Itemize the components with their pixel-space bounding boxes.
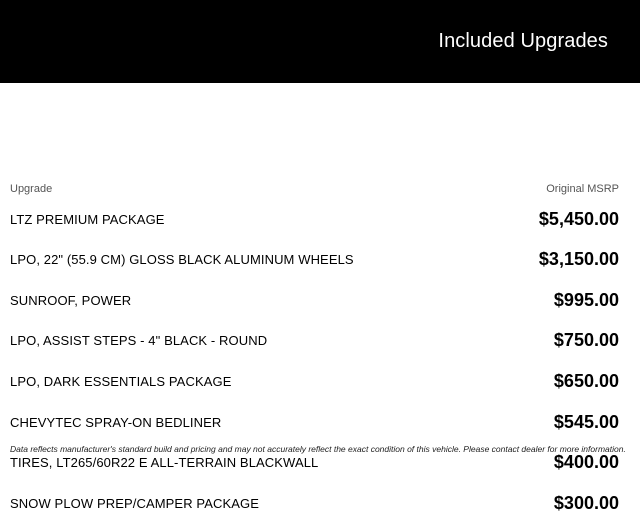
upgrade-name: CHEVYTEC SPRAY-ON BEDLINER <box>10 414 222 430</box>
table-row <box>10 285 619 315</box>
upgrade-price: $3,150.00 <box>538 248 619 269</box>
upgrade-price: $400.00 <box>553 451 619 472</box>
upgrade-price: $995.00 <box>553 289 619 310</box>
table-header <box>10 183 619 195</box>
table-row <box>10 244 619 274</box>
table-row <box>10 204 619 234</box>
upgrade-name: SUNROOF, POWER <box>10 292 132 308</box>
upgrade-price: $300.00 <box>553 492 619 513</box>
table-row <box>10 407 619 437</box>
table-row <box>10 366 619 396</box>
header-banner <box>0 0 640 83</box>
upgrade-price: $650.00 <box>553 370 619 391</box>
upgrade-name: LPO, 22" (55.9 CM) GLOSS BLACK ALUMINUM WHEELS <box>10 251 354 267</box>
disclaimer-text: Data reflects manufacturer's standard build and pricing and may not accurately reflect the exact condition of this vehicle. Please contact dealer for more information. <box>10 444 626 454</box>
upgrade-price: $750.00 <box>553 329 619 350</box>
table-row <box>10 488 619 518</box>
upgrade-name: TIRES, LT265/60R22 E ALL-TERRAIN BLACKWALL <box>10 454 319 470</box>
upgrade-name: LTZ PREMIUM PACKAGE <box>10 211 165 227</box>
column-header-upgrade: Upgrade <box>10 183 53 195</box>
column-header-msrp: Original MSRP <box>546 183 619 195</box>
upgrade-name: SNOW PLOW PREP/CAMPER PACKAGE <box>10 495 259 511</box>
upgrade-price: $545.00 <box>553 411 619 432</box>
upgrade-name: LPO, DARK ESSENTIALS PACKAGE <box>10 373 232 389</box>
table-row <box>10 325 619 355</box>
upgrade-name: LPO, ASSIST STEPS - 4" BLACK - ROUND <box>10 332 268 348</box>
upgrade-price: $5,450.00 <box>538 208 619 229</box>
page-title: Included Upgrades <box>438 30 608 52</box>
